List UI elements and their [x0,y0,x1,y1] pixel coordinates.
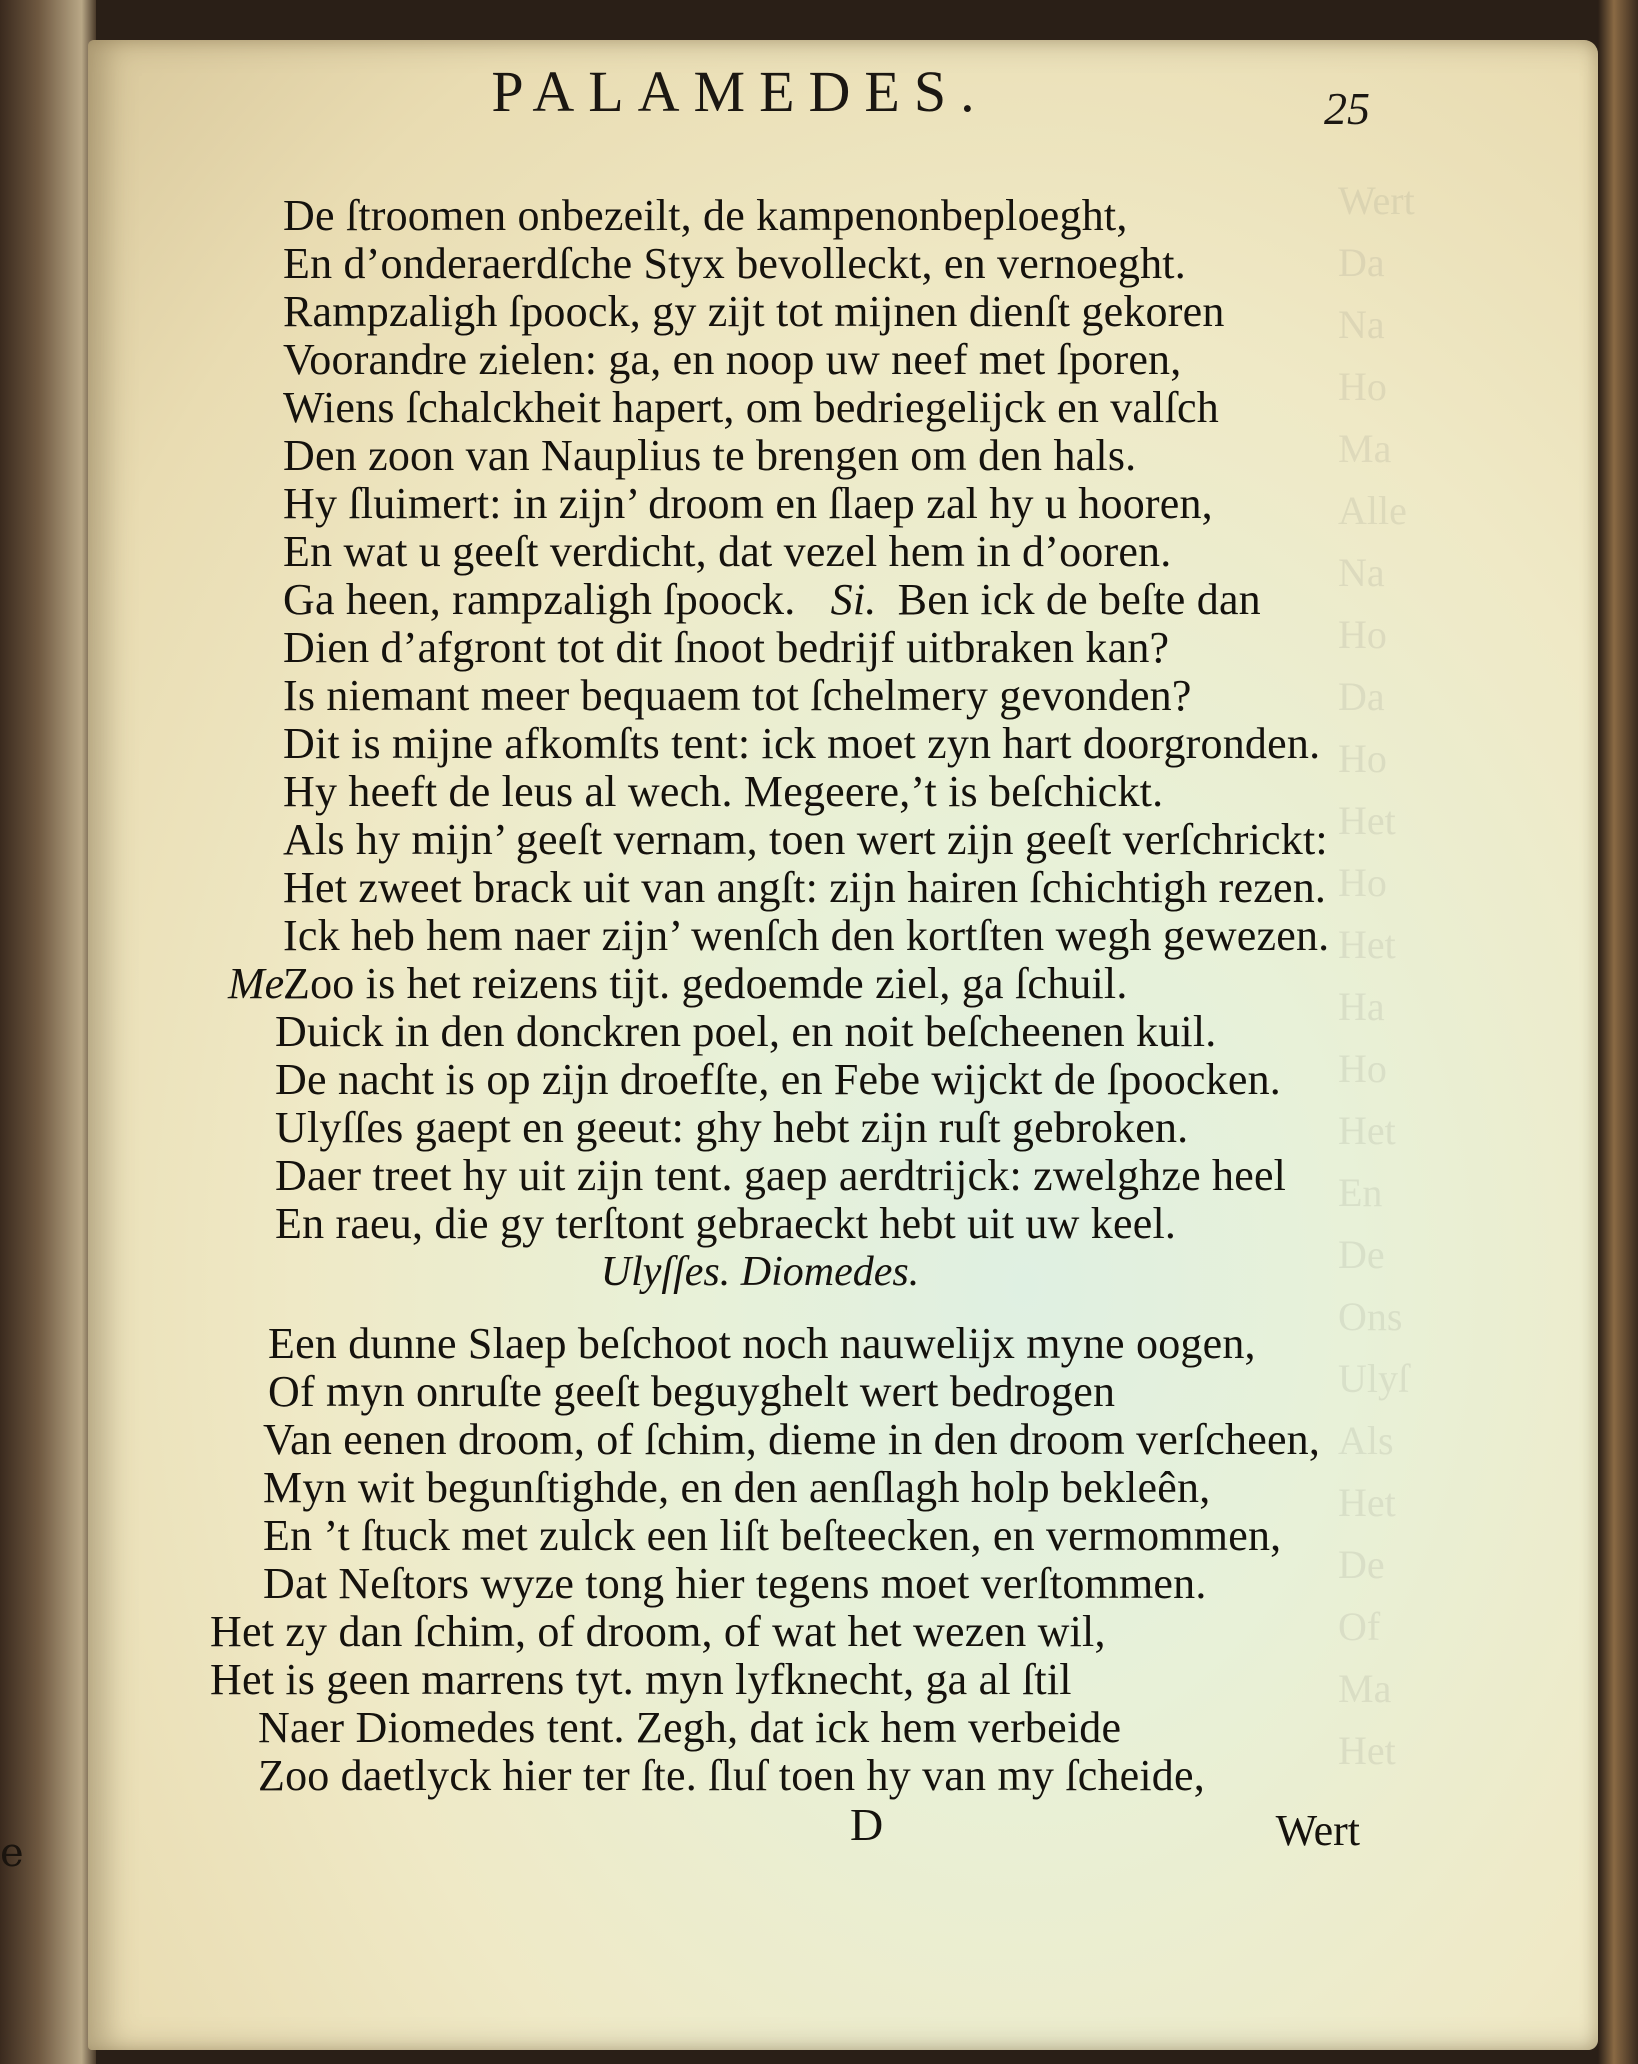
verse-line: Hy heeft de leus al wech. Megeere,’t is beſchickt. [283,767,1164,816]
verse-line: Dat Neſtors wyze tong hier tegens moet verſtommen. [263,1559,1207,1608]
verse-line: Ga heen, rampzaligh ſpoock. [283,575,796,624]
facing-page-letter: e [0,1830,24,1876]
page-number: 25 [1324,83,1370,134]
verse-line: En d’onderaerdſche Styx bevolleckt, en vernoeght. [283,239,1186,288]
verse-line: Zoo daetlyck hier ter ſte. ſluſ toen hy van my ſcheide, [258,1751,1205,1800]
verse-line: Is niemant meer bequaem tot ſchelmery gevonden? [283,671,1192,720]
running-head: PALAMEDES. [491,59,989,124]
verse-line: Van eenen droom, of ſchim, dieme in den droom verſcheen, [263,1415,1321,1464]
verse-line: Den zoon van Nauplius te brengen om den hals. [283,431,1137,480]
verse-line: Daer treet hy uit zijn tent. gaep aerdtrijck: zwelghze heel [275,1151,1287,1200]
verse-line: Het zweet brack uit van angſt: zijn hairen ſchichtigh rezen. [283,863,1327,912]
verse-line: Als hy mijn’ geeſt vernam, toen wert zijn geeſt verſchrickt: [283,815,1328,864]
verse-line: En ’t ſtuck met zulck een liſt beſteecken, en vermommen, [263,1511,1282,1560]
scene-heading: Ulyſſes. Diomedes. [600,1249,920,1295]
facing-page-edge [0,0,96,2064]
verse-line: Myn wit begunſtighde, en den aenſlagh holp bekleên, [263,1463,1211,1512]
verse-line: Dien d’afgront tot dit ſnoot bedrijf uitbraken kan? [283,623,1170,672]
verse-line: Rampzaligh ſpoock, gy zijt tot mijnen dienſt gekoren [283,287,1225,336]
verse-line: Duick in den donckren poel, en noit beſcheenen kuil. [275,1007,1217,1056]
book-edge [1598,0,1638,2064]
verse-line: Hy ſluimert: in zijn’ droom en ſlaep zal hy u hooren, [283,479,1213,528]
verse-line: Voorandre zielen: ga, en noop uw neef met ſporen, [283,335,1182,384]
verse-line: Ick heb hem naer zijn’ wenſch den kortſten wegh gewezen. [283,911,1330,960]
verse-line: Zoo is het reizens tijt. gedoemde ziel, ga ſchuil. [283,959,1128,1008]
verse-line: En raeu, die gy terſtont gebraeckt hebt uit uw keel. [275,1199,1177,1248]
verse-line: Een dunne Slaep beſchoot noch nauwelijx myne oogen, [268,1319,1256,1368]
verse-line: Ben ick de beſte dan [897,575,1261,624]
speaker-label: Si. [830,575,877,624]
catchword: Wert [1275,1806,1360,1855]
verse-line: Het is geen marrens tyt. myn lyfknecht, ga al ſtil [210,1655,1072,1704]
signature-mark: D [850,1799,884,1850]
verse-line-with-cue [283,574,1261,625]
verse-line: Wiens ſchalckheit hapert, om bedriegelijck en valſch [283,383,1219,432]
verse-line: Naer Diomedes tent. Zegh, dat ick hem verbeide [258,1703,1122,1752]
verse-line: De ſtroomen onbezeilt, de kampenonbeploeght, [283,191,1128,240]
verse-line: En wat u geeſt verdicht, dat vezel hem in d’ooren. [283,527,1172,576]
speaker-label: Me. [228,959,296,1008]
verse-line: Het zy dan ſchim, of droom, of wat het wezen wil, [210,1607,1106,1656]
verse-line: De nacht is op zijn droefſte, en Febe wijckt de ſpoocken. [275,1055,1281,1104]
verse-line: Of myn onruſte geeſt beguyghelt wert bedrogen [268,1367,1116,1416]
verse-line: Dit is mijne afkomſts tent: ick moet zyn hart doorgronden. [283,719,1321,768]
verse-line: Ulyſſes gaept en geeut: ghy hebt zijn ruſt gebroken. [275,1103,1189,1152]
show-through-texture: Wert Da Na Ho Ma Alle Na Ho Da Ho Het Ho Het Ha Ho Het En De Ons Ulyſ Als Het De Of Ma Het [1338,178,1415,1773]
